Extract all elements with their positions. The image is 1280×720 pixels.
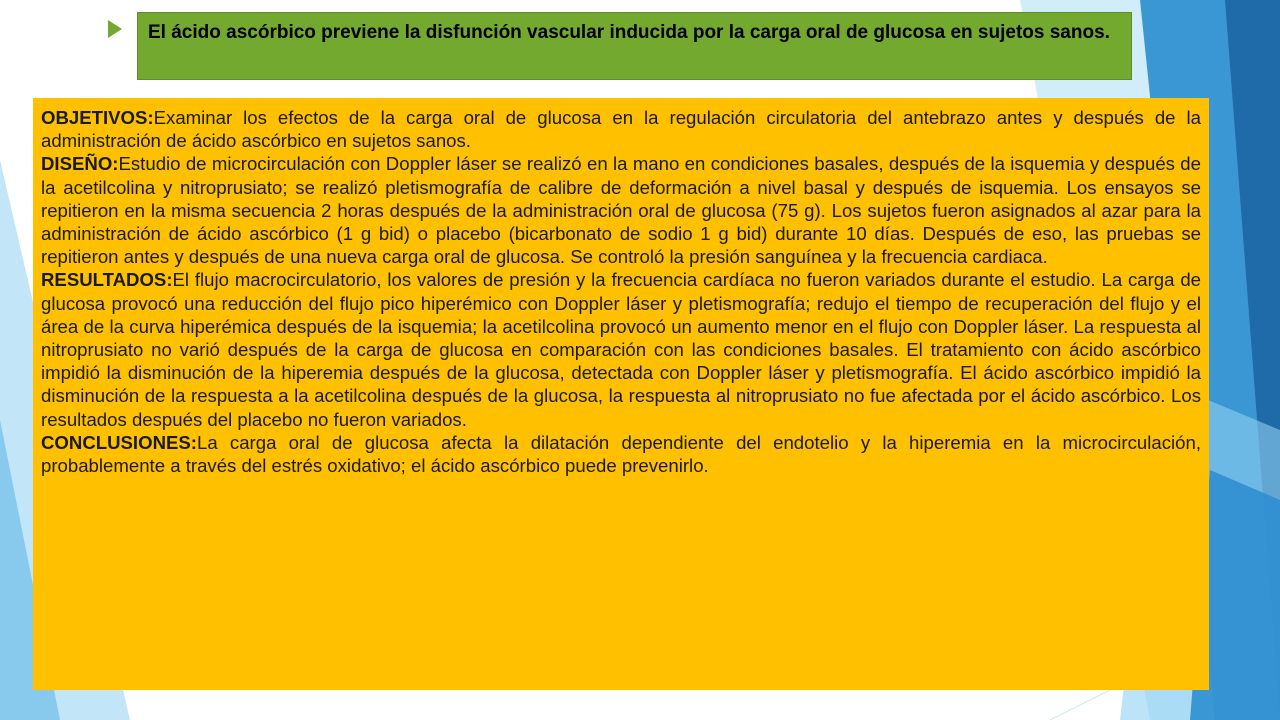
section-objetivos [41,106,1201,152]
bottom-thin-line [1050,690,1110,720]
section-text: Estudio de microcirculación con Doppler láser se realizó en la mano en condiciones basales, después de la isquemia y después de la acetilcolina y nitroprusiato; se realizó pletismografía de calibre de deformación a nivel basal y después de isquemia. Los ensayos se repitieron en la misma secuencia 2 horas después de la administración oral de glucosa (75 g). Los sujetos fueron asignados al azar para la administración de ácido ascórbico (1 g bid) o placebo (bicarbonato de sodio 1 g bid) durante 10 días. Después de eso, las pruebas se repitieron antes y después de una nueva carga oral de glucosa. Se controló la presión sanguínea y la frecuencia cardiaca. [41,153,1201,268]
section-text: Examinar los efectos de la carga oral de glucosa en la regulación circulatoria del antebrazo antes y después de la administración de ácido ascórbico en sujetos sanos. [41,107,1201,152]
section-resultados [41,268,1201,430]
section-diseno [41,152,1201,268]
abstract-box [33,98,1209,690]
section-text: El flujo macrocirculatorio, los valores de presión y la frecuencia cardíaca no fueron variados durante el estudio. La carga de glucosa provocó una reducción del flujo pico hiperémico con Doppler láser y pletismografía; redujo el tiempo de recuperación del flujo y el área de la curva hiperémica después de la isquemia; la acetilcolina provocó un aumento menor en el flujo con Doppler láser. La respuesta al nitroprusiato no varió después de la carga de glucosa en comparación con las condiciones basales. El tratamiento con ácido ascórbico impidió la disminución de la hiperemia después de la glucosa, detectada con Doppler láser y pletismografía. El ácido ascórbico impidió la disminución de la respuesta a la acetilcolina después de la glucosa, la respuesta al nitroprusiato no fue afectada por el ácido ascórbico. Los resultados después del placebo no fueron variados. [41,269,1201,430]
slide-title: El ácido ascórbico previene la disfunción vascular inducida por la carga oral de glucosa en sujetos sanos. [148,22,1110,43]
section-text: La carga oral de glucosa afecta la dilatación dependiente del endotelio y la hiperemia en la microcirculación, probablemente a través del estrés oxidativo; el ácido ascórbico puede prevenirlo. [41,431,1201,477]
section-label: CONCLUSIONES: [41,431,197,453]
title-box [137,12,1132,80]
arrow-bullet-icon [108,20,122,38]
section-label: RESULTADOS: [41,269,173,291]
section-conclusiones [41,431,1201,477]
section-label: OBJETIVOS: [41,107,154,128]
section-label: DISEÑO: [41,153,119,175]
